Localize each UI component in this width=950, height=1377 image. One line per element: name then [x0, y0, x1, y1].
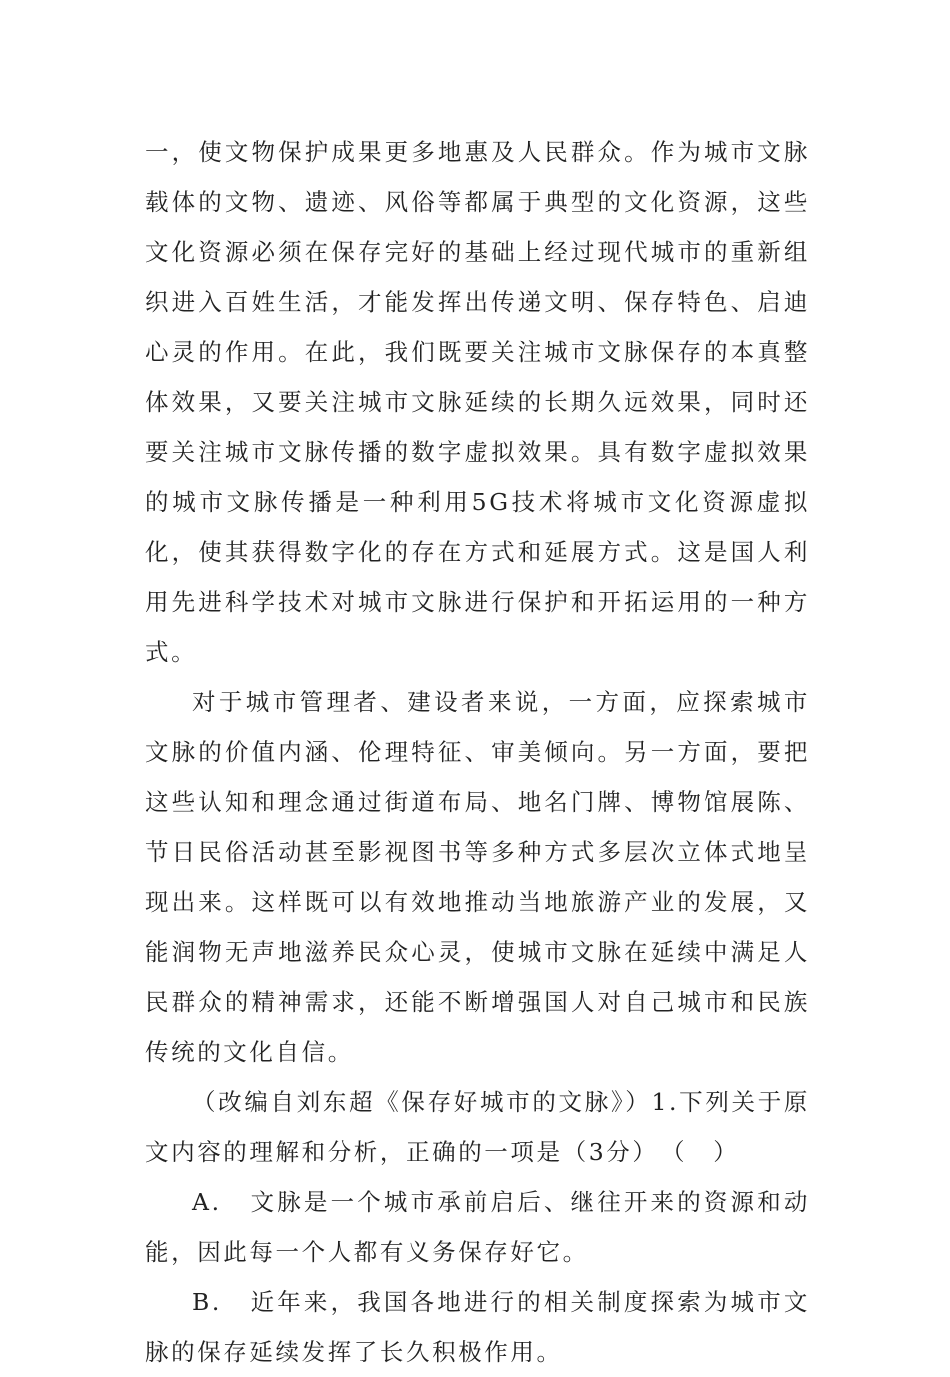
option-b-letter: B. — [192, 1288, 222, 1316]
option-b — [145, 1277, 810, 1377]
paragraph-city-managers: 对于城市管理者、建设者来说，一方面，应探索城市文脉的价值内涵、伦理特征、审美倾向。另一方面，要把这些认知和理念通过街道布局、地名门牌、博物馆展陈、节日民俗活动甚至影视图书等多种方式多层次立体式地呈现出来。这样既可以有效地推动当地旅游产业的发展，又能润物无声地滋养民众心灵，使城市文脉在延续中满足人民群众的精神需求，还能不断增强国人对自己城市和民族传统的文化自信。 — [145, 688, 810, 1066]
option-a-letter: A. — [192, 1188, 222, 1216]
document-page — [145, 127, 810, 1377]
option-a-text: 文脉是一个城市承前启后、继往开来的资源和动能，因此每一个人都有义务保存好它。 — [145, 1188, 810, 1266]
source-and-question-1: （改编自刘东超《保存好城市的文脉》）1.下列关于原文内容的理解和分析，正确的一项是（3分） （ ） — [145, 1088, 810, 1166]
option-b-text: 近年来，我国各地进行的相关制度探索为城市文脉的保存延续发挥了长久积极作用。 — [145, 1288, 810, 1366]
option-a — [145, 1177, 810, 1277]
paragraph-continuation: 一，使文物保护成果更多地惠及人民群众。作为城市文脉载体的文物、遗迹、风俗等都属于典型的文化资源，这些文化资源必须在保存完好的基础上经过现代城市的重新组织进入百姓生活，才能发挥出传递文明、保存特色、启迪心灵的作用。在此，我们既要关注城市文脉保存的本真整体效果，又要关注城市文脉延续的长期久远效果，同时还要关注城市文脉传播的数字虚拟效果。具有数字虚拟效果的城市文脉传播是一种利用5G技术将城市文化资源虚拟化，使其获得数字化的存在方式和延展方式。这是国人利用先进科学技术对城市文脉进行保护和开拓运用的一种方式。 — [145, 138, 810, 666]
